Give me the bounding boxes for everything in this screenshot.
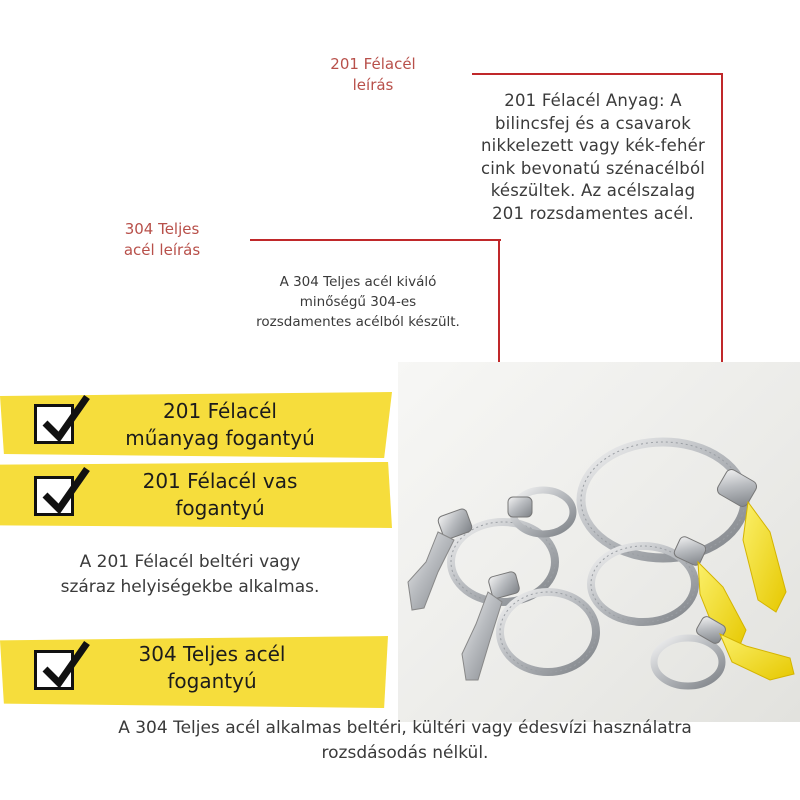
callout-304-description [228,272,488,332]
callout-304-text-3: rozsdamentes acélból készült. [256,314,460,330]
callout-201-text-6: 201 rozsdamentes acél. [492,203,694,223]
callout-201-label-line2: leírás [352,76,394,94]
callout-304-label-line2: acél leírás [123,241,201,259]
option-304-line1: 304 Teljes acél [138,642,286,666]
note-201 [30,550,350,600]
callout-201-label [318,54,428,96]
callout-201-text-4: cink bevonatú szénacélból [480,158,706,178]
note-201-line2: száraz helyiségekbe alkalmas. [60,577,320,597]
option-201-plastic-line2: műanyag fogantyú [125,426,315,450]
note-201-line1: A 201 Félacél beltéri vagy [79,552,301,572]
checkmark-icon [39,639,91,691]
option-201-iron-checkbox [34,476,74,516]
option-304-line2: fogantyú [167,669,257,693]
checkmark-icon [39,393,91,445]
option-201-iron-label [100,468,340,522]
callout-304-text-1: A 304 Teljes acél kiváló [279,274,437,290]
callout-201-label-line1: 201 Félacél [330,55,416,73]
callout-201-text-5: készültek. Az acélszalag [490,181,696,200]
option-201-plastic-checkbox [34,404,74,444]
option-201-plastic-line1: 201 Félacél [163,399,277,423]
note-304-line2: rozsdásodás nélkül. [321,743,489,763]
checkmark-icon [39,465,91,517]
callout-304-label [104,219,220,261]
callout-201-text-3: nikkelezett vagy kék-fehér [481,136,705,155]
callout-201-text-2: bilincsfej és a csavarok [494,113,692,133]
callout-201-line-horizontal [472,73,723,75]
callout-304-label-line1: 304 Teljes [124,220,200,238]
callout-304-text-2: minőségű 304-es [299,294,417,310]
product-photo [398,362,800,722]
note-304 [40,716,770,766]
option-201-iron-line2: fogantyú [175,496,265,520]
option-304-checkbox [34,650,74,690]
option-201-plastic-label [100,398,340,452]
option-304-label [92,641,332,695]
hose-clamps-illustration [398,362,800,722]
option-201-iron-line1: 201 Félacél vas [142,469,298,493]
callout-201-text-1: 201 Félacél Anyag: A [504,91,682,110]
callout-201-description [462,90,724,225]
callout-304-line-horizontal [250,239,501,241]
note-304-line1: A 304 Teljes acél alkalmas beltéri, kültéri vagy édesvízi használatra [118,718,692,738]
